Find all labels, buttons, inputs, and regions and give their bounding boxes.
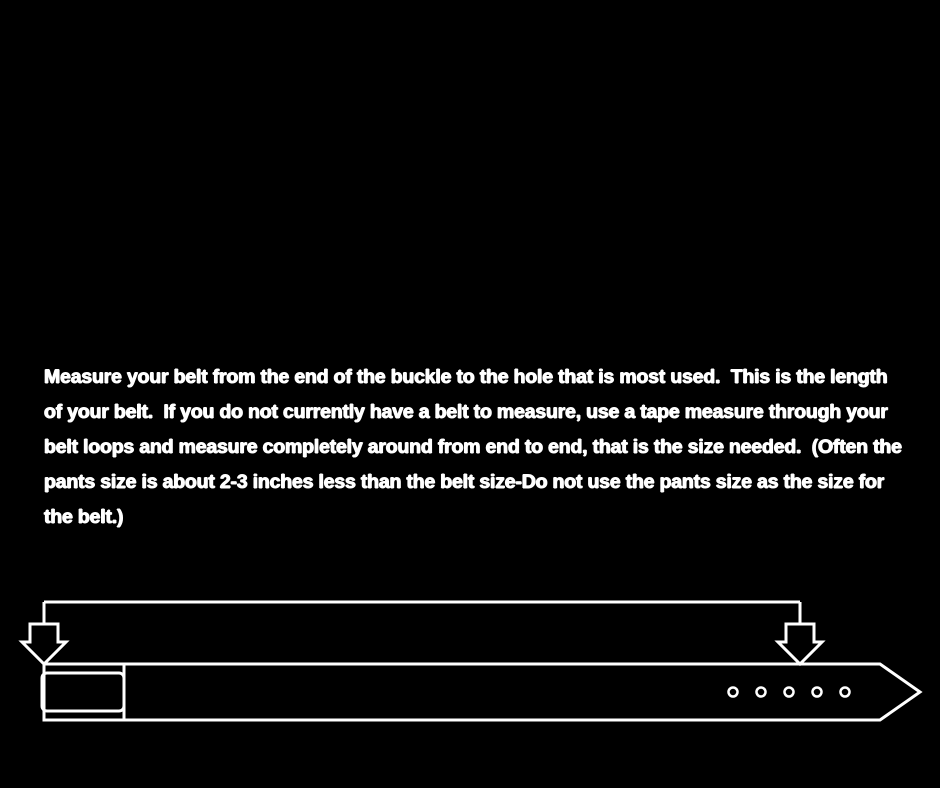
- belt-strap: [44, 664, 920, 720]
- belt-hole: [729, 688, 738, 697]
- belt-hole: [841, 688, 850, 697]
- belt-buckle: [42, 664, 124, 720]
- belt-hole: [813, 688, 822, 697]
- instructions-text: Measure your belt from the end of the buckle to the hole that is most used. This is the length of your belt. If you do not currently have a belt to measure, use a tape measure through your belt loops and measure completely around from end to end, that is the size needed. (Often the pants size is about 2-3 inches less than the belt size-Do not use the pants size as the size for the belt.): [44, 366, 907, 528]
- measurement-span-line: [44, 602, 800, 624]
- right-measure-arrow: [778, 624, 822, 664]
- belt-hole: [785, 688, 794, 697]
- belt-holes: [729, 688, 850, 697]
- left-measure-arrow: [22, 624, 66, 664]
- belt-measurement-diagram: [0, 580, 940, 760]
- belt-hole: [757, 688, 766, 697]
